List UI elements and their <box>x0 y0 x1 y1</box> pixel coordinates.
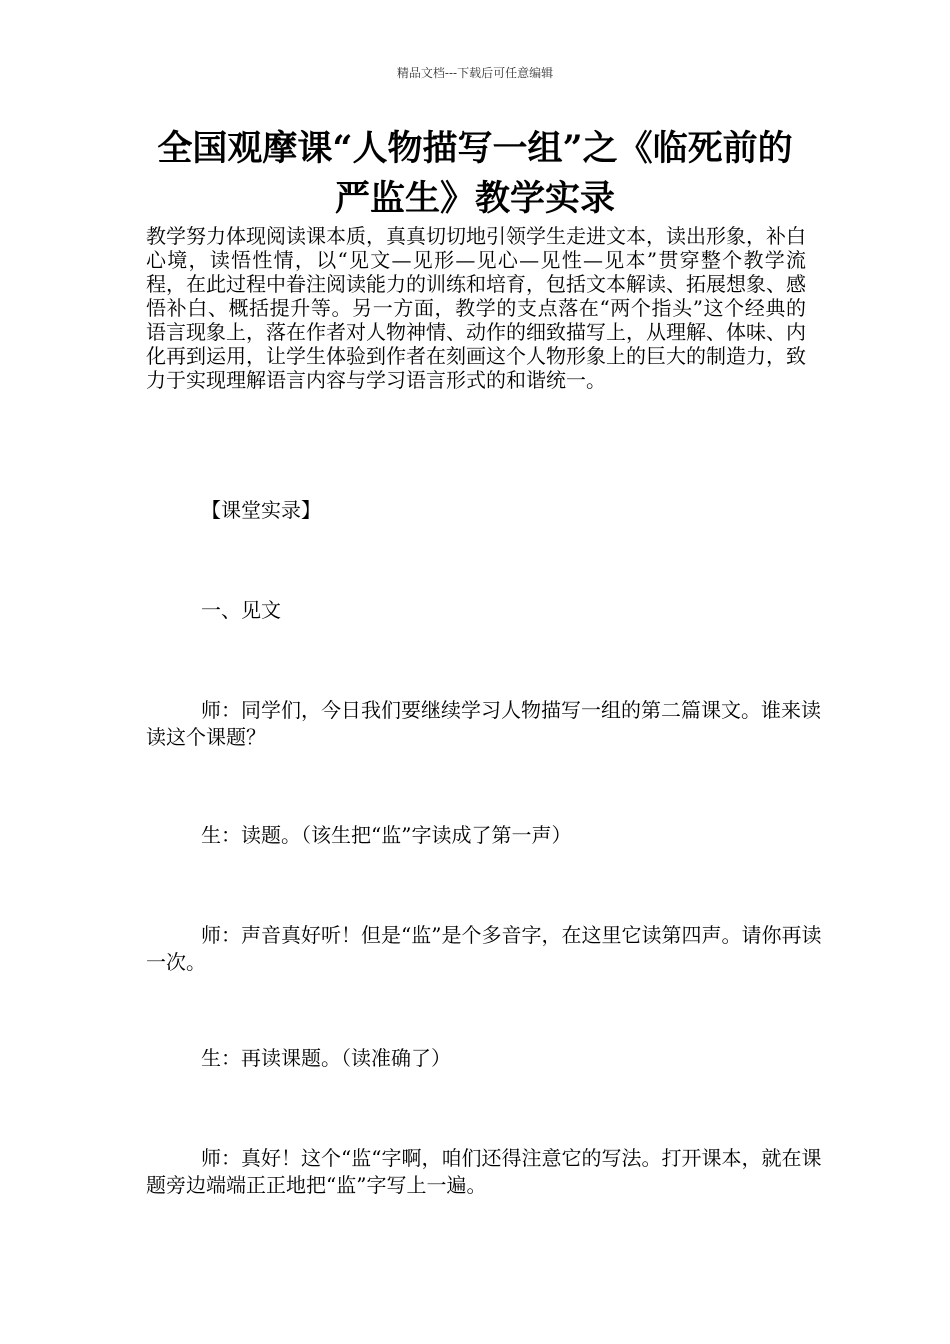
dialogue-paragraph: 师：声音真好听！但是“监”是个多音字，在这里它读第四声。请你再读一次。 <box>146 923 822 974</box>
part-heading: 一、见文 <box>201 598 281 622</box>
page-header: 精品文档---下载后可任意编辑 <box>396 66 554 80</box>
intro-paragraph: 教学努力体现阅读课本质，真真切切地引领学生走进文本，读出形象，补白心境，读悟性情，以“见文—见形—见心—见性—见本”贯穿整个教学流程，在此过程中眷注阅读能力的训练和培育，包括文本解读、拓展想象、感悟补白、概括提升等。另一方面，教学的支点落在“两个指头”这个经典的语言现象上，落在作者对人物神情、动作的细致描写上，从理解、体味、内化再到运用，让学生体验到作者在刻画这个人物形象上的巨大的制造力，致力于实现理解语言内容与学习语言形式的和谐统一。 <box>146 224 806 392</box>
document-title: 全国观摩课“人物描写一组”之《临死前的严监生》教学实录 <box>157 128 793 219</box>
dialogue-paragraph: 生：读题。（该生把“监”字读成了第一声） <box>201 823 572 847</box>
dialogue-paragraph: 生：再读课题。（读准确了） <box>201 1046 451 1070</box>
dialogue-paragraph: 师：同学们，今日我们要继续学习人物描写一组的第二篇课文。谁来读读这个课题？ <box>146 698 821 749</box>
section-heading: 【课堂实录】 <box>201 498 321 522</box>
dialogue-paragraph: 师：真好！这个“监“字啊，咱们还得注意它的写法。打开课本，就在课题旁边端端正正地把“监”字写上一遍。 <box>146 1146 822 1197</box>
